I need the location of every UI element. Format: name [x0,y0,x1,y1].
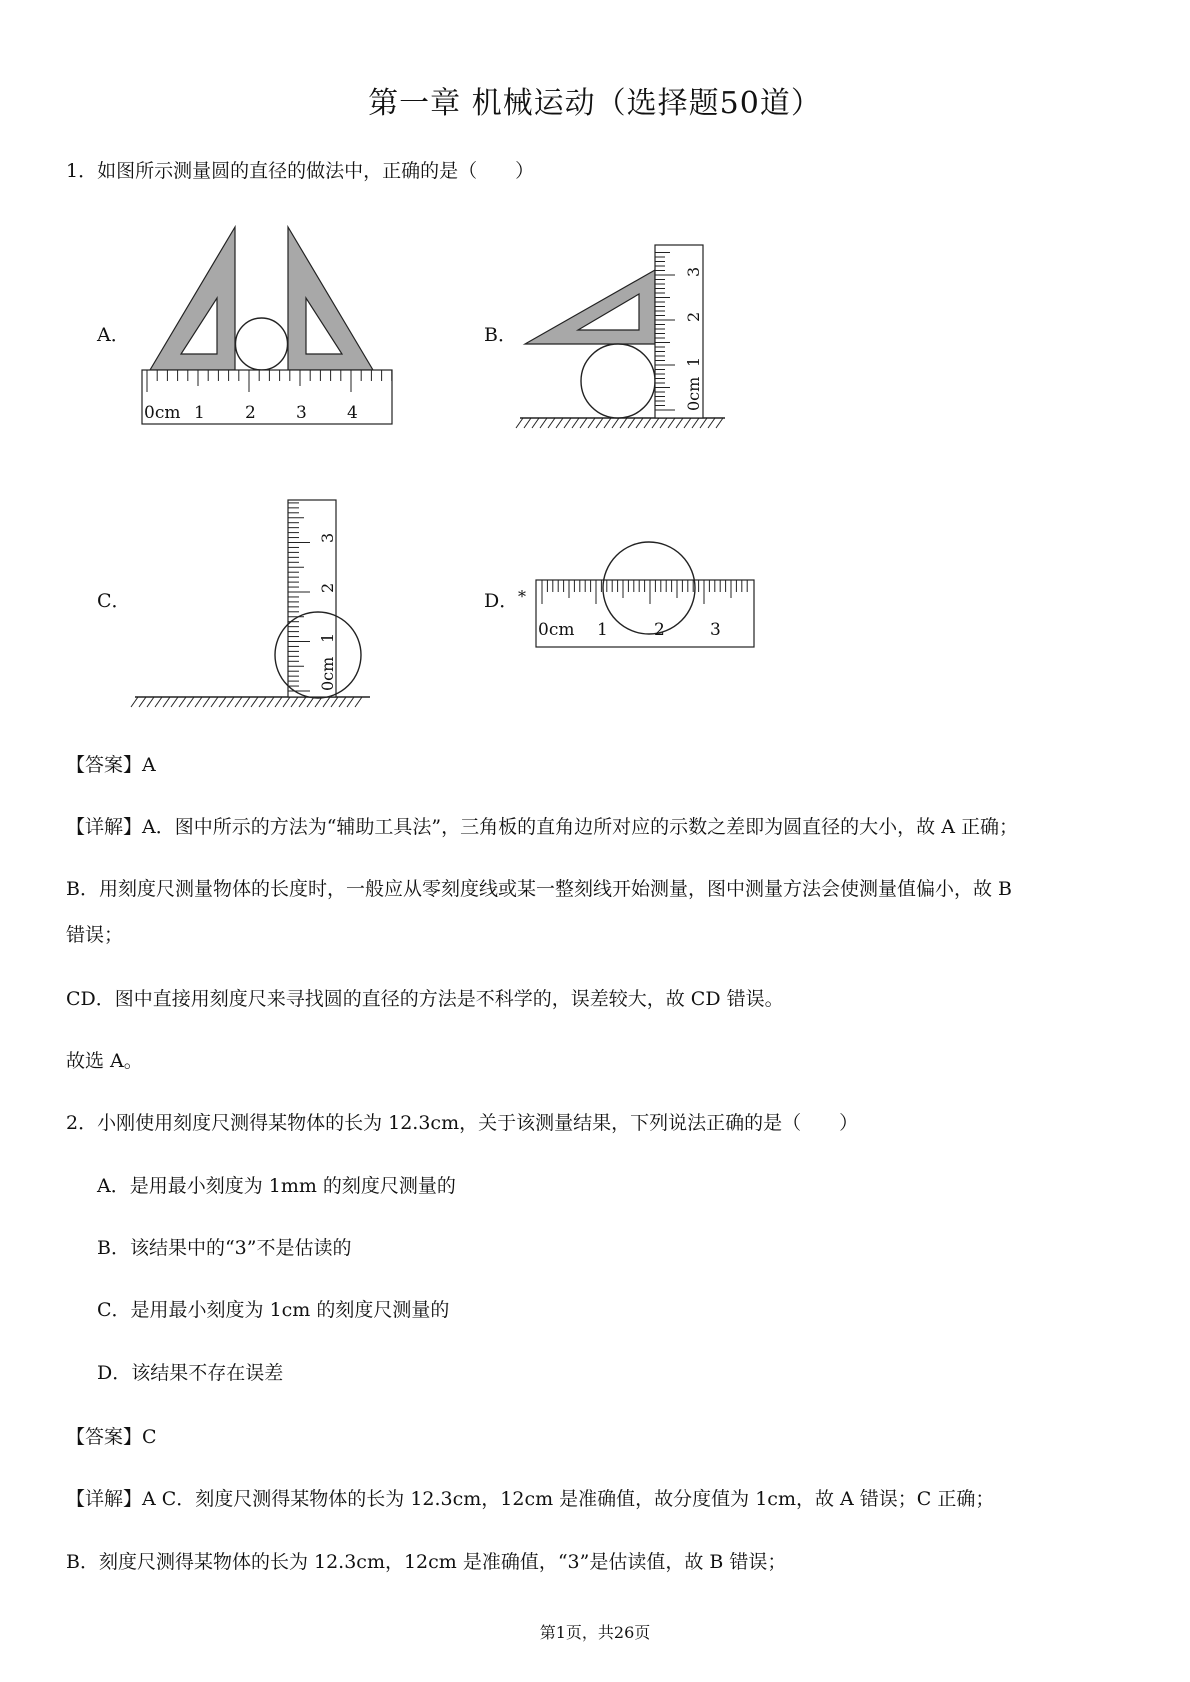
option-d-label: D． [484,590,519,612]
ruler-d-tick-1: 1 [597,620,608,640]
figure-c [130,495,390,715]
ruler-c-tick-1: 1 [318,632,337,643]
ground-hatch [588,418,595,428]
ground-hatch [219,697,226,707]
figure-d [530,530,760,655]
ground-hatch [708,418,715,428]
option-b-label: B． [484,324,517,346]
ruler-d-tick-2: 2 [654,620,665,640]
ground-hatch [628,418,635,428]
ruler-b-tick-0: 0cm [684,376,703,411]
question-2-stem: 2．小刚使用刻度尺测得某物体的长为 12.3cm，关于该测量结果，下列说法正确的是（ ） [66,1112,859,1134]
ground-hatch [684,418,691,428]
q1-detail-line: 错误； [66,924,124,946]
ruler-c-tick-2: 2 [318,582,337,593]
ground-hatch [283,697,290,707]
q2-detail-line: 【详解】A C．刻度尺测得某物体的长为 12.3cm，12cm 是准确值，故分度值为 1cm，故 A 错误；C 正确； [66,1488,995,1510]
ruler-a-tick-3: 3 [296,403,307,423]
ground-hatch [291,697,298,707]
ground-hatch [612,418,619,428]
ground-hatch [331,697,338,707]
ground-hatch [267,697,274,707]
ground-hatch [692,418,699,428]
ground-hatch [716,418,723,428]
ground-hatch [660,418,667,428]
ground-hatch [548,418,555,428]
ground-hatch [299,697,306,707]
figure-b [515,240,735,430]
ground-hatch [652,418,659,428]
ground-hatch [131,697,138,707]
ground-hatch [171,697,178,707]
ground-hatch [155,697,162,707]
ruler-c-tick-0: 0cm [318,656,337,691]
ground-hatch [251,697,258,707]
ground-hatch [187,697,194,707]
star-mark: * [518,587,526,606]
ground-hatch [243,697,250,707]
ground-hatch [572,418,579,428]
q2-option-b: B．该结果中的“3”不是估读的 [97,1237,352,1259]
ground-hatch [163,697,170,707]
option-c-label: C． [97,590,131,612]
q1-answer: 【答案】A [66,754,156,776]
q1-detail-line: CD．图中直接用刻度尺来寻找圆的直径的方法是不科学的，误差较大，故 CD 错误。 [66,988,784,1010]
ground-hatch [195,697,202,707]
ruler-c-tick-3: 3 [318,532,337,543]
ground-hatch [347,697,354,707]
figure-a [130,222,400,432]
q2-option-d: D．该结果不存在误差 [97,1362,284,1384]
ground-hatch [580,418,587,428]
question-1-stem: 1．如图所示测量圆的直径的做法中，正确的是（ ） [66,160,535,182]
q2-detail-line: B．刻度尺测得某物体的长为 12.3cm，12cm 是准确值，“3”是估读值，故 B 错误； [66,1551,787,1573]
ground-hatch [532,418,539,428]
ground-hatch [700,418,707,428]
q1-detail-line: 【详解】A．图中所示的方法为“辅助工具法”，三角板的直角边所对应的示数之差即为圆直径的大小，故 A 正确； [66,816,1018,838]
ground-hatch [139,697,146,707]
ground-hatch [668,418,675,428]
ground-hatch [355,697,362,707]
ground-hatch [620,418,627,428]
ground-hatch [604,418,611,428]
ground-hatch [307,697,314,707]
ruler-a-tick-4: 4 [347,403,358,423]
ground-hatch [179,697,186,707]
option-a-label: A． [97,324,130,346]
q1-detail-line: 故选 A。 [66,1050,143,1072]
ground-hatch [275,697,282,707]
ruler-b-tick-2: 2 [684,311,703,322]
q2-answer: 【答案】C [66,1426,157,1448]
ruler-d-tick-3: 3 [710,620,721,640]
q1-detail-line: B．用刻度尺测量物体的长度时，一般应从零刻度线或某一整刻线开始测量，图中测量方法会使测量值偏小，故 B [66,878,1012,900]
ground-hatch [524,418,531,428]
ground-hatch [676,418,683,428]
ground-hatch [516,418,523,428]
page-footer: 第1页，共26页 [539,1623,651,1642]
q2-option-c: C．是用最小刻度为 1cm 的刻度尺测量的 [97,1299,450,1321]
ground-hatch [227,697,234,707]
ground-hatch [540,418,547,428]
ground-hatch [644,418,651,428]
ground-hatch [203,697,210,707]
page-title: 第一章 机械运动（选择题50道） [368,86,822,121]
ground-hatch [564,418,571,428]
ground-hatch [339,697,346,707]
q2-option-a: A．是用最小刻度为 1mm 的刻度尺测量的 [97,1175,456,1197]
ground-hatch [147,697,154,707]
ground-hatch [323,697,330,707]
ground-hatch [596,418,603,428]
ground-hatch [636,418,643,428]
ground-hatch [259,697,266,707]
ruler-a-tick-2: 2 [245,403,256,423]
ground-hatch [556,418,563,428]
ruler-b-tick-1: 1 [684,356,703,367]
ruler-a-tick-1: 1 [194,403,205,423]
ground-hatch [211,697,218,707]
ruler-a-tick-0: 0cm [144,403,181,423]
ground-hatch [235,697,242,707]
ruler-b-tick-3: 3 [684,266,703,277]
ruler-d-tick-0: 0cm [538,620,575,640]
